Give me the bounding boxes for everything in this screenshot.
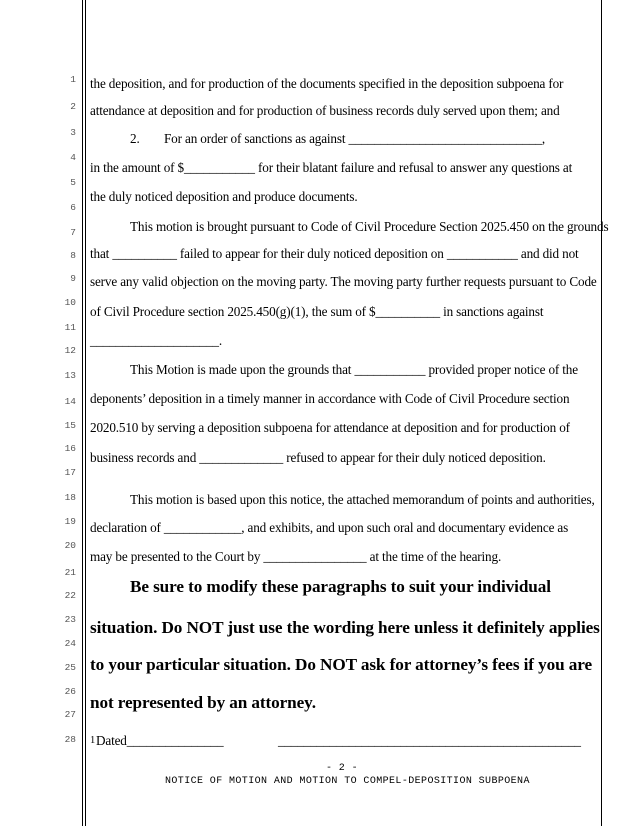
line-number: 12 xyxy=(64,345,76,356)
line-number: 28 xyxy=(64,734,76,745)
signature-line: _______________________________________________ xyxy=(278,733,581,748)
line-number: 21 xyxy=(64,567,76,578)
line-number: 16 xyxy=(64,443,76,454)
line-number: 3 xyxy=(70,127,76,138)
dated-marker: 1 xyxy=(90,735,96,746)
body-line: This motion is brought pursuant to Code of Civil Procedure Section 2025.450 on the grounds xyxy=(130,219,609,234)
right-margin-rule xyxy=(601,0,602,826)
body-line: declaration of ____________, and exhibits, and upon such oral and documentary evidence as xyxy=(90,520,569,535)
line-number: 13 xyxy=(64,370,76,381)
body-line: may be presented to the Court by ________________ at the time of the hearing. xyxy=(90,549,502,564)
instruction-line: to your particular situation. Do NOT ask for attorney’s fees if you are xyxy=(90,655,592,674)
line-number: 23 xyxy=(64,614,76,625)
dated-label: Dated_______________ xyxy=(96,733,224,748)
body-line: For an order of sanctions as against ______________________________, xyxy=(164,131,545,146)
instruction-line: not represented by an attorney. xyxy=(90,693,316,712)
instruction-line: Be sure to modify these paragraphs to suit your individual xyxy=(130,577,551,596)
line-number: 10 xyxy=(64,297,76,308)
line-number: 11 xyxy=(64,322,76,333)
footer-title: NOTICE OF MOTION AND MOTION TO COMPEL-DEPOSITION SUBPOENA xyxy=(165,776,530,787)
body-line: 2020.510 by serving a deposition subpoena for attendance at deposition and for production of xyxy=(90,420,570,435)
body-line: This motion is based upon this notice, the attached memorandum of points and authorities, xyxy=(130,492,595,507)
body-line: This Motion is made upon the grounds that ___________ provided proper notice of the xyxy=(130,362,578,377)
line-number: 9 xyxy=(70,273,76,284)
line-number: 6 xyxy=(70,202,76,213)
body-line: that __________ failed to appear for their duly noticed deposition on ___________ and did not xyxy=(90,246,579,261)
body-line: the duly noticed deposition and produce documents. xyxy=(90,189,358,204)
line-number: 14 xyxy=(64,396,76,407)
line-number: 7 xyxy=(70,227,76,238)
line-number: 19 xyxy=(64,516,76,527)
line-number: 20 xyxy=(64,540,76,551)
body-line: attendance at deposition and for production of business records duly served upon them; and xyxy=(90,103,560,118)
line-number: 25 xyxy=(64,662,76,673)
instruction-line: situation. Do NOT just use the wording here unless it definitely applies xyxy=(90,618,600,637)
line-number: 26 xyxy=(64,686,76,697)
left-margin-rule-outer xyxy=(82,0,83,826)
body-line: ____________________. xyxy=(90,333,223,348)
line-number: 4 xyxy=(70,152,76,163)
list-number: 2. xyxy=(130,131,140,146)
line-number: 1 xyxy=(70,74,76,85)
body-line: of Civil Procedure section 2025.450(g)(1), the sum of $__________ in sanctions against xyxy=(90,304,544,319)
line-number: 18 xyxy=(64,492,76,503)
left-margin-rule-inner xyxy=(85,0,86,826)
line-number: 2 xyxy=(70,101,76,112)
body-line: the deposition, and for production of the documents specified in the deposition subpoena for xyxy=(90,76,564,91)
line-number: 22 xyxy=(64,590,76,601)
line-number: 17 xyxy=(64,467,76,478)
body-line: business records and _____________ refused to appear for their duly noticed deposition. xyxy=(90,450,546,465)
line-number: 8 xyxy=(70,250,76,261)
page-number: - 2 - xyxy=(326,763,359,774)
line-number: 5 xyxy=(70,177,76,188)
body-line: serve any valid objection on the moving party. The moving party further requests pursuant to Code xyxy=(90,274,597,289)
line-number: 15 xyxy=(64,420,76,431)
line-number: 27 xyxy=(64,709,76,720)
body-line: deponents’ deposition in a timely manner in accordance with Code of Civil Procedure section xyxy=(90,391,570,406)
body-line: in the amount of $___________ for their blatant failure and refusal to answer any questions at xyxy=(90,160,573,175)
line-number: 24 xyxy=(64,638,76,649)
